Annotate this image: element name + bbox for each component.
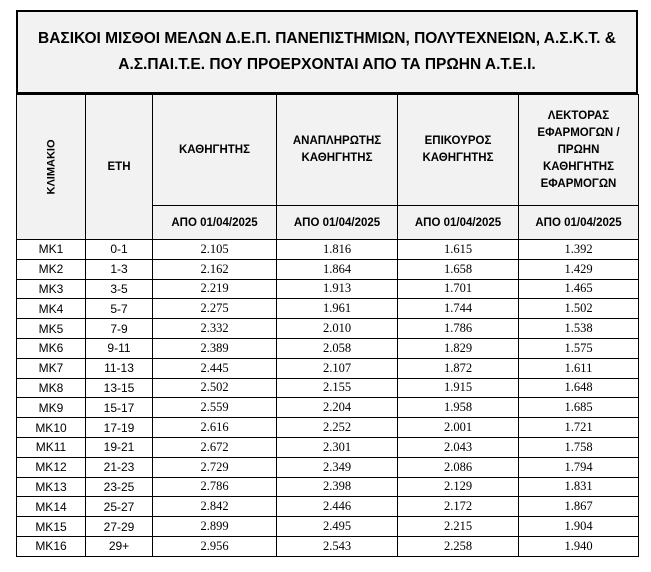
cell-associate: 1.961	[277, 299, 398, 319]
cell-professor: 2.786	[153, 477, 277, 497]
cell-assistant: 1.958	[398, 398, 519, 418]
cell-years: 1-3	[86, 259, 153, 279]
table-row	[17, 437, 639, 457]
cell-associate: 2.204	[277, 398, 398, 418]
cell-level: ΜΚ10	[17, 418, 86, 438]
table-row	[17, 536, 639, 556]
cell-assistant: 2.086	[398, 457, 519, 477]
table-row	[17, 299, 639, 319]
cell-lecturer: 1.575	[519, 338, 639, 358]
table-row	[17, 398, 639, 418]
column-header-assistant: ΕΠΙΚΟΥΡΟΣ ΚΑΘΗΓΗΤΗΣ	[398, 95, 519, 206]
title-line-1: ΒΑΣΙΚΟΙ ΜΙΣΘΟΙ ΜΕΛΩΝ Δ.Ε.Π. ΠΑΝΕΠΙΣΤΗΜΙΩΝ, ΠΟΛΥΤΕΧΝΕΙΩΝ, Α.Σ.Κ.Τ. &	[38, 30, 616, 47]
cell-lecturer: 1.758	[519, 437, 639, 457]
cell-level: ΜΚ6	[17, 338, 86, 358]
column-header-lecturer: ΛΕΚΤΟΡΑΣ ΕΦΑΡΜΟΓΩΝ / ΠΡΩΗΝ ΚΑΘΗΓΗΤΗΣ ΕΦΑΡΜΟΓΩΝ	[519, 95, 639, 206]
cell-professor: 2.275	[153, 299, 277, 319]
cell-professor: 2.672	[153, 437, 277, 457]
cell-lecturer: 1.465	[519, 279, 639, 299]
cell-lecturer: 1.538	[519, 319, 639, 339]
table-row	[17, 319, 639, 339]
cell-assistant: 2.129	[398, 477, 519, 497]
table-row	[17, 477, 639, 497]
date-label-assistant: ΑΠΟ 01/04/2025	[398, 206, 519, 240]
cell-assistant: 1.786	[398, 319, 519, 339]
salary-document	[16, 10, 641, 563]
cell-assistant: 2.215	[398, 517, 519, 537]
title-line-2: Α.Σ.ΠΑΙ.Τ.Ε. ΠΟΥ ΠΡΟΕΡΧΟΝΤΑΙ ΑΠΟ ΤΑ ΠΡΩΗΝ Α.Τ.Ε.Ι.	[118, 56, 536, 73]
cell-level: ΜΚ1	[17, 240, 86, 260]
cell-associate: 1.913	[277, 279, 398, 299]
cell-professor: 2.445	[153, 358, 277, 378]
cell-lecturer: 1.794	[519, 457, 639, 477]
cell-assistant: 1.744	[398, 299, 519, 319]
cell-professor: 2.332	[153, 319, 277, 339]
table-row	[17, 259, 639, 279]
cell-lecturer: 1.685	[519, 398, 639, 418]
cell-associate: 2.446	[277, 497, 398, 517]
cell-assistant: 1.658	[398, 259, 519, 279]
cell-years: 9-11	[86, 338, 153, 358]
cell-assistant: 2.043	[398, 437, 519, 457]
cell-assistant: 2.001	[398, 418, 519, 438]
cell-professor: 2.899	[153, 517, 277, 537]
cell-associate: 1.864	[277, 259, 398, 279]
cell-level: ΜΚ5	[17, 319, 86, 339]
table-row	[17, 517, 639, 537]
table-row	[17, 279, 639, 299]
column-header-associate: ΑΝΑΠΛΗΡΩΤΗΣ ΚΑΘΗΓΗΤΗΣ	[277, 95, 398, 206]
cell-level: ΜΚ9	[17, 398, 86, 418]
cell-level: ΜΚ14	[17, 497, 86, 517]
header-row	[17, 95, 639, 206]
date-label-associate: ΑΠΟ 01/04/2025	[277, 206, 398, 240]
cell-years: 7-9	[86, 319, 153, 339]
cell-level: ΜΚ7	[17, 358, 86, 378]
cell-associate: 2.301	[277, 437, 398, 457]
cell-years: 3-5	[86, 279, 153, 299]
cell-years: 0-1	[86, 240, 153, 260]
cell-years: 17-19	[86, 418, 153, 438]
cell-associate: 2.107	[277, 358, 398, 378]
cell-level: ΜΚ4	[17, 299, 86, 319]
cell-level: ΜΚ16	[17, 536, 86, 556]
cell-lecturer: 1.940	[519, 536, 639, 556]
cell-level: ΜΚ15	[17, 517, 86, 537]
cell-lecturer: 1.502	[519, 299, 639, 319]
cell-years: 5-7	[86, 299, 153, 319]
cell-lecturer: 1.392	[519, 240, 639, 260]
cell-associate: 2.349	[277, 457, 398, 477]
cell-assistant: 1.701	[398, 279, 519, 299]
salary-table	[16, 94, 639, 557]
table-row	[17, 418, 639, 438]
cell-professor: 2.502	[153, 378, 277, 398]
cell-lecturer: 1.648	[519, 378, 639, 398]
table-row	[17, 358, 639, 378]
salary-rows	[17, 240, 639, 557]
cell-lecturer: 1.429	[519, 259, 639, 279]
cell-associate: 2.398	[277, 477, 398, 497]
cell-professor: 2.389	[153, 338, 277, 358]
table-row	[17, 497, 639, 517]
cell-professor: 2.956	[153, 536, 277, 556]
cell-lecturer: 1.831	[519, 477, 639, 497]
cell-professor: 2.219	[153, 279, 277, 299]
cell-years: 13-15	[86, 378, 153, 398]
column-header-professor: ΚΑΘΗΓΗΤΗΣ	[153, 95, 277, 206]
cell-level: ΜΚ13	[17, 477, 86, 497]
cell-lecturer: 1.721	[519, 418, 639, 438]
cell-professor: 2.842	[153, 497, 277, 517]
cell-assistant: 1.915	[398, 378, 519, 398]
cell-lecturer: 1.611	[519, 358, 639, 378]
cell-associate: 2.058	[277, 338, 398, 358]
cell-years: 19-21	[86, 437, 153, 457]
cell-years: 29+	[86, 536, 153, 556]
table-row	[17, 457, 639, 477]
cell-associate: 2.495	[277, 517, 398, 537]
cell-level: ΜΚ12	[17, 457, 86, 477]
date-label-professor: ΑΠΟ 01/04/2025	[153, 206, 277, 240]
page-title	[16, 10, 638, 94]
cell-associate: 2.155	[277, 378, 398, 398]
cell-assistant: 2.172	[398, 497, 519, 517]
cell-lecturer: 1.867	[519, 497, 639, 517]
cell-lecturer: 1.904	[519, 517, 639, 537]
table-row	[17, 338, 639, 358]
cell-associate: 2.010	[277, 319, 398, 339]
cell-assistant: 2.258	[398, 536, 519, 556]
cell-assistant: 1.872	[398, 358, 519, 378]
date-label-lecturer: ΑΠΟ 01/04/2025	[519, 206, 639, 240]
cell-associate: 2.252	[277, 418, 398, 438]
cell-assistant: 1.615	[398, 240, 519, 260]
column-header-years: ΕΤΗ	[86, 95, 153, 240]
cell-years: 11-13	[86, 358, 153, 378]
cell-years: 27-29	[86, 517, 153, 537]
cell-years: 15-17	[86, 398, 153, 418]
table-row	[17, 378, 639, 398]
table-row	[17, 240, 639, 260]
cell-years: 25-27	[86, 497, 153, 517]
cell-associate: 2.543	[277, 536, 398, 556]
cell-level: ΜΚ2	[17, 259, 86, 279]
cell-level: ΜΚ3	[17, 279, 86, 299]
cell-professor: 2.162	[153, 259, 277, 279]
cell-level: ΜΚ8	[17, 378, 86, 398]
column-header-level: ΚΛΙΜΑΚΙΟ	[17, 95, 86, 240]
cell-professor: 2.105	[153, 240, 277, 260]
cell-professor: 2.729	[153, 457, 277, 477]
cell-years: 23-25	[86, 477, 153, 497]
cell-professor: 2.616	[153, 418, 277, 438]
cell-professor: 2.559	[153, 398, 277, 418]
cell-associate: 1.816	[277, 240, 398, 260]
cell-level: ΜΚ11	[17, 437, 86, 457]
cell-years: 21-23	[86, 457, 153, 477]
cell-assistant: 1.829	[398, 338, 519, 358]
